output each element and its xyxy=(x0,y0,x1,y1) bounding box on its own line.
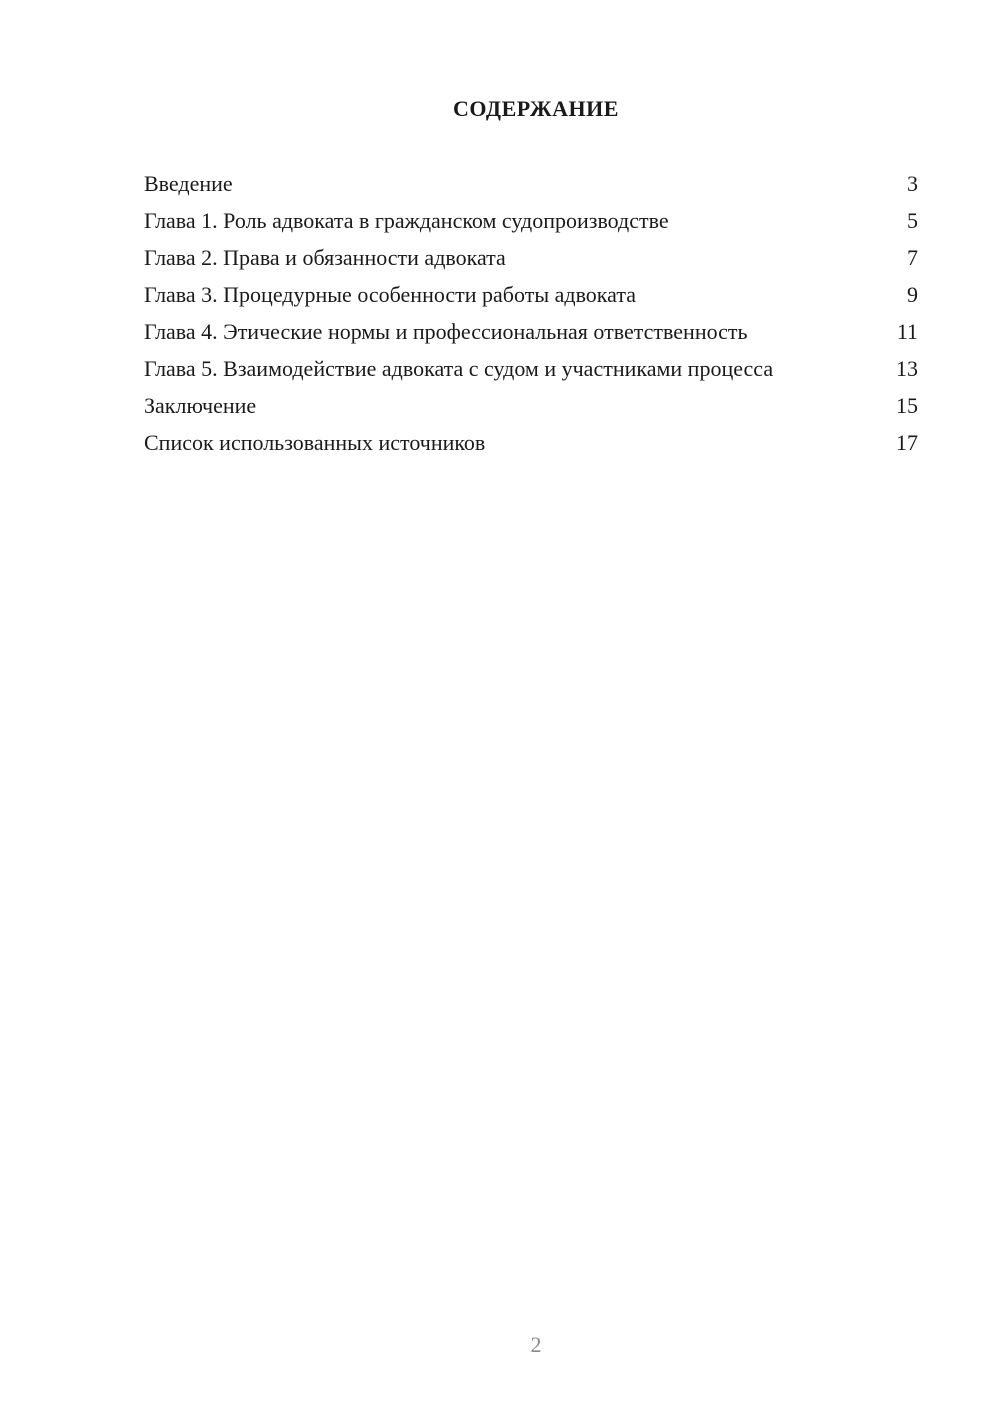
toc-entry-label: Глава 1. Роль адвоката в гражданском судопроизводстве xyxy=(144,208,669,233)
toc-entry-chapter-5[interactable] xyxy=(144,355,918,382)
toc-entry-label: Глава 3. Процедурные особенности работы адвоката xyxy=(144,282,637,307)
toc-entry-label: Глава 4. Этические нормы и профессиональная ответственность xyxy=(144,319,748,344)
page-number: 2 xyxy=(530,1332,542,1357)
toc-entry-page: 11 xyxy=(896,319,918,344)
toc-entry-page: 15 xyxy=(896,393,918,418)
toc-entry-label: Глава 2. Права и обязанности адвоката xyxy=(144,245,506,270)
toc-entry-label: Глава 5. Взаимодействие адвоката с судом и участниками процесса xyxy=(144,356,774,381)
toc-entry-page: 13 xyxy=(896,356,918,381)
toc-entry-chapter-2[interactable] xyxy=(144,244,918,271)
toc-entry-page: 3 xyxy=(907,171,918,196)
toc-entry-page: 17 xyxy=(896,430,918,455)
toc-entry-conclusion[interactable] xyxy=(144,392,918,419)
toc-entry-references[interactable] xyxy=(144,429,918,456)
toc-entry-page: 9 xyxy=(907,282,918,307)
table-of-contents xyxy=(144,170,918,466)
toc-entry-chapter-4[interactable] xyxy=(144,318,918,345)
toc-entry-label: Заключение xyxy=(144,393,257,418)
page-title: СОДЕРЖАНИЕ xyxy=(453,96,619,121)
toc-entry-introduction[interactable] xyxy=(144,170,918,197)
toc-entry-page: 5 xyxy=(907,208,918,233)
toc-entry-page: 7 xyxy=(907,245,918,270)
toc-entry-chapter-3[interactable] xyxy=(144,281,918,308)
toc-entry-label: Введение xyxy=(144,171,233,196)
toc-entry-label: Список использованных источников xyxy=(144,430,486,455)
toc-entry-chapter-1[interactable] xyxy=(144,207,918,234)
